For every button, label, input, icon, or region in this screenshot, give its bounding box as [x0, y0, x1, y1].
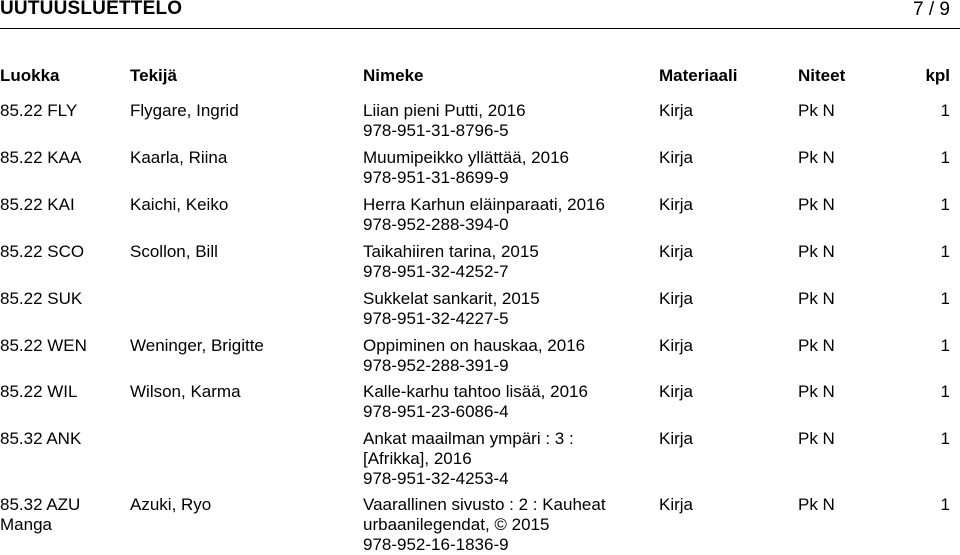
- cell-kpl: 1: [940, 101, 950, 120]
- page-number: 7 / 9: [913, 0, 950, 20]
- cell-tekija: Weninger, Brigitte: [130, 336, 264, 355]
- cell-materiaali: Kirja: [659, 101, 694, 120]
- col-header-tekija: Tekijä: [130, 66, 177, 85]
- cell-niteet: Pk N: [798, 495, 835, 514]
- cell-materiaali: Kirja: [659, 382, 694, 401]
- cell-nimeke: Sukkelat sankarit, 2015 978-951-32-4227-5: [363, 289, 540, 328]
- cell-luokka: 85.22 KAI: [0, 195, 75, 214]
- col-header-luokka: Luokka: [0, 66, 60, 85]
- cell-nimeke: Taikahiiren tarina, 2015 978-951-32-4252-7: [363, 242, 539, 281]
- cell-luokka: 85.22 KAA: [0, 148, 82, 167]
- cell-tekija: Kaarla, Riina: [130, 148, 228, 167]
- col-header-materiaali: Materiaali: [659, 66, 738, 85]
- header-rule: [0, 28, 960, 29]
- cell-luokka: 85.22 WEN: [0, 336, 87, 355]
- cell-luokka: 85.32 AZU Manga: [0, 495, 81, 534]
- cell-materiaali: Kirja: [659, 429, 694, 448]
- cell-tekija: Kaichi, Keiko: [130, 195, 229, 214]
- cell-luokka: 85.32 ANK: [0, 429, 82, 448]
- col-header-niteet: Niteet: [798, 66, 846, 85]
- cell-kpl: 1: [940, 382, 950, 401]
- cell-nimeke: Oppiminen on hauskaa, 2016 978-952-288-391-9: [363, 336, 586, 375]
- page-title: UUTUUSLUETTELO: [0, 0, 183, 19]
- cell-nimeke: Vaarallinen sivusto : 2 : Kauheat urbaanilegendat, © 2015 978-952-16-1836-9: [363, 495, 606, 554]
- cell-luokka: 85.22 WIL: [0, 382, 78, 401]
- cell-materiaali: Kirja: [659, 336, 694, 355]
- cell-niteet: Pk N: [798, 336, 835, 355]
- cell-kpl: 1: [940, 429, 950, 448]
- cell-kpl: 1: [940, 495, 950, 514]
- col-header-nimeke: Nimeke: [363, 66, 424, 85]
- cell-nimeke: Muumipeikko yllättää, 2016 978-951-31-8699-9: [363, 148, 570, 187]
- cell-kpl: 1: [940, 289, 950, 308]
- cell-nimeke: Ankat maailman ympäri : 3 : [Afrikka], 2016 978-951-32-4253-4: [363, 429, 574, 488]
- cell-tekija: Scollon, Bill: [130, 242, 218, 261]
- cell-kpl: 1: [940, 195, 950, 214]
- cell-tekija: Wilson, Karma: [130, 382, 241, 401]
- cell-tekija: Flygare, Ingrid: [130, 101, 239, 120]
- cell-materiaali: Kirja: [659, 495, 694, 514]
- cell-niteet: Pk N: [798, 148, 835, 167]
- cell-nimeke: Liian pieni Putti, 2016 978-951-31-8796-5: [363, 101, 526, 140]
- cell-kpl: 1: [940, 148, 950, 167]
- cell-niteet: Pk N: [798, 242, 835, 261]
- cell-luokka: 85.22 SUK: [0, 289, 83, 308]
- cell-niteet: Pk N: [798, 289, 835, 308]
- cell-materiaali: Kirja: [659, 148, 694, 167]
- cell-materiaali: Kirja: [659, 242, 694, 261]
- cell-luokka: 85.22 FLY: [0, 101, 78, 120]
- cell-nimeke: Herra Karhun eläinparaati, 2016 978-952-288-394-0: [363, 195, 605, 234]
- cell-materiaali: Kirja: [659, 195, 694, 214]
- cell-tekija: Azuki, Ryo: [130, 495, 212, 514]
- cell-kpl: 1: [940, 336, 950, 355]
- cell-luokka: 85.22 SCO: [0, 242, 85, 261]
- col-header-kpl: kpl: [925, 66, 950, 85]
- cell-kpl: 1: [940, 242, 950, 261]
- cell-niteet: Pk N: [798, 101, 835, 120]
- cell-niteet: Pk N: [798, 382, 835, 401]
- cell-nimeke: Kalle-karhu tahtoo lisää, 2016 978-951-23-6086-4: [363, 382, 588, 421]
- cell-niteet: Pk N: [798, 195, 835, 214]
- cell-niteet: Pk N: [798, 429, 835, 448]
- cell-materiaali: Kirja: [659, 289, 694, 308]
